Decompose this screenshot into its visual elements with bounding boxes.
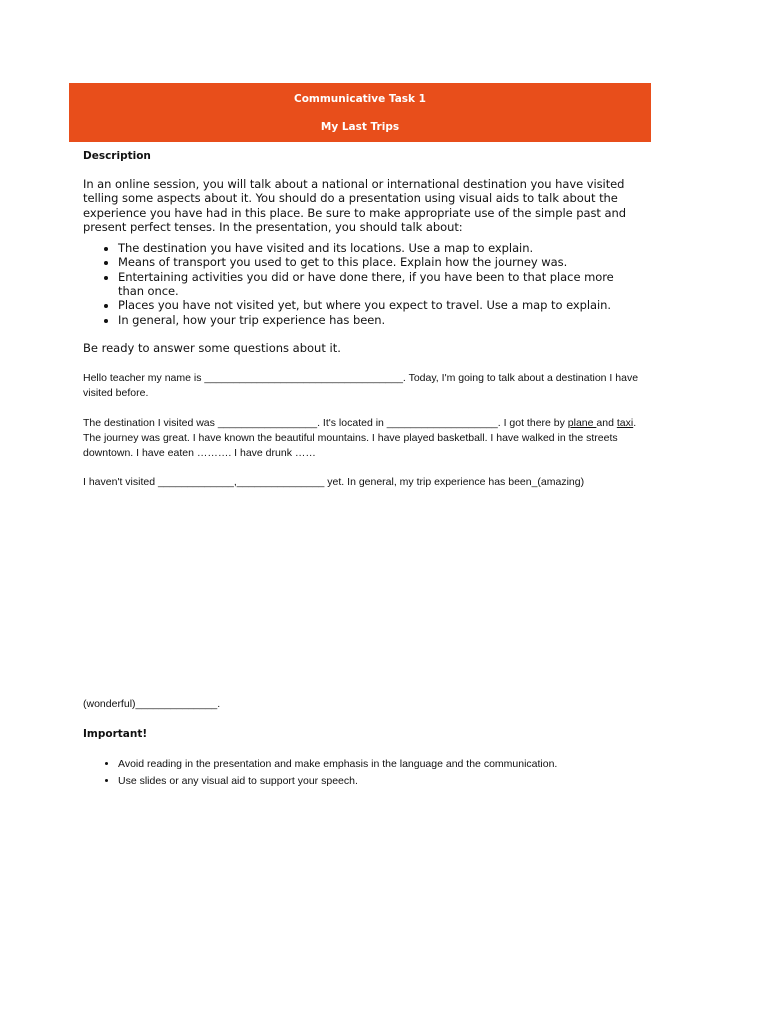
important-list [83, 756, 678, 790]
list-item: • Avoid reading in the presentation and make emphasis in the language and the communication. [118, 756, 678, 773]
list-item: • In general, how your trip experience has been. [118, 313, 643, 327]
wonderful-line: (wonderful)______________. [83, 698, 221, 710]
task-header [69, 83, 651, 142]
plane-word: plane [567, 416, 597, 429]
description-heading: Description [83, 150, 151, 162]
task-list [83, 241, 643, 327]
destination-text: and [596, 416, 617, 429]
destination-text: . The journey was great. I have known the beautiful mountains. I have played basketball. I have walked in the streets downtown. I have eaten ………. I have drunk …… [83, 416, 637, 459]
description-intro: In an online session, you will talk about a national or international destination you have visited telling some aspects about it. You should do a presentation using visual aids to talk about the experience you have had in this place. Be sure to make appropriate use of the simple past and present perfect tenses. In the presentation, you should talk about: [83, 177, 626, 234]
not-visited-paragraph: I haven't visited _____________,_______________ yet. In general, my trip experience has been_(amazing) [83, 475, 585, 488]
task-title: My Last Trips [320, 121, 400, 133]
list-item: • Means of transport you used to get to this place. Explain how the journey was. [118, 255, 643, 269]
destination-text: The destination I visited was _________________. It's located in ___________________. I got there by [83, 416, 568, 429]
destination-paragraph [83, 416, 643, 461]
list-item: • Places you have not visited yet, but where you expect to travel. Use a map to explain. [118, 298, 643, 312]
task-number: Communicative Task 1 [294, 93, 426, 105]
list-item: • Use slides or any visual aid to support your speech. [118, 773, 678, 790]
list-item: • The destination you have visited and its locations. Use a map to explain. [118, 241, 643, 255]
important-heading: Important! [83, 728, 148, 740]
ready-note: Be ready to answer some questions about it. [83, 340, 341, 355]
taxi-word: taxi [616, 416, 634, 429]
hello-paragraph: Hello teacher my name is __________________________________. Today, I'm going to talk about a destination I have visited before. [83, 371, 639, 399]
description-section [83, 150, 643, 490]
list-item: • Entertaining activities you did or have done there, if you have been to that place more than once. [118, 270, 643, 299]
